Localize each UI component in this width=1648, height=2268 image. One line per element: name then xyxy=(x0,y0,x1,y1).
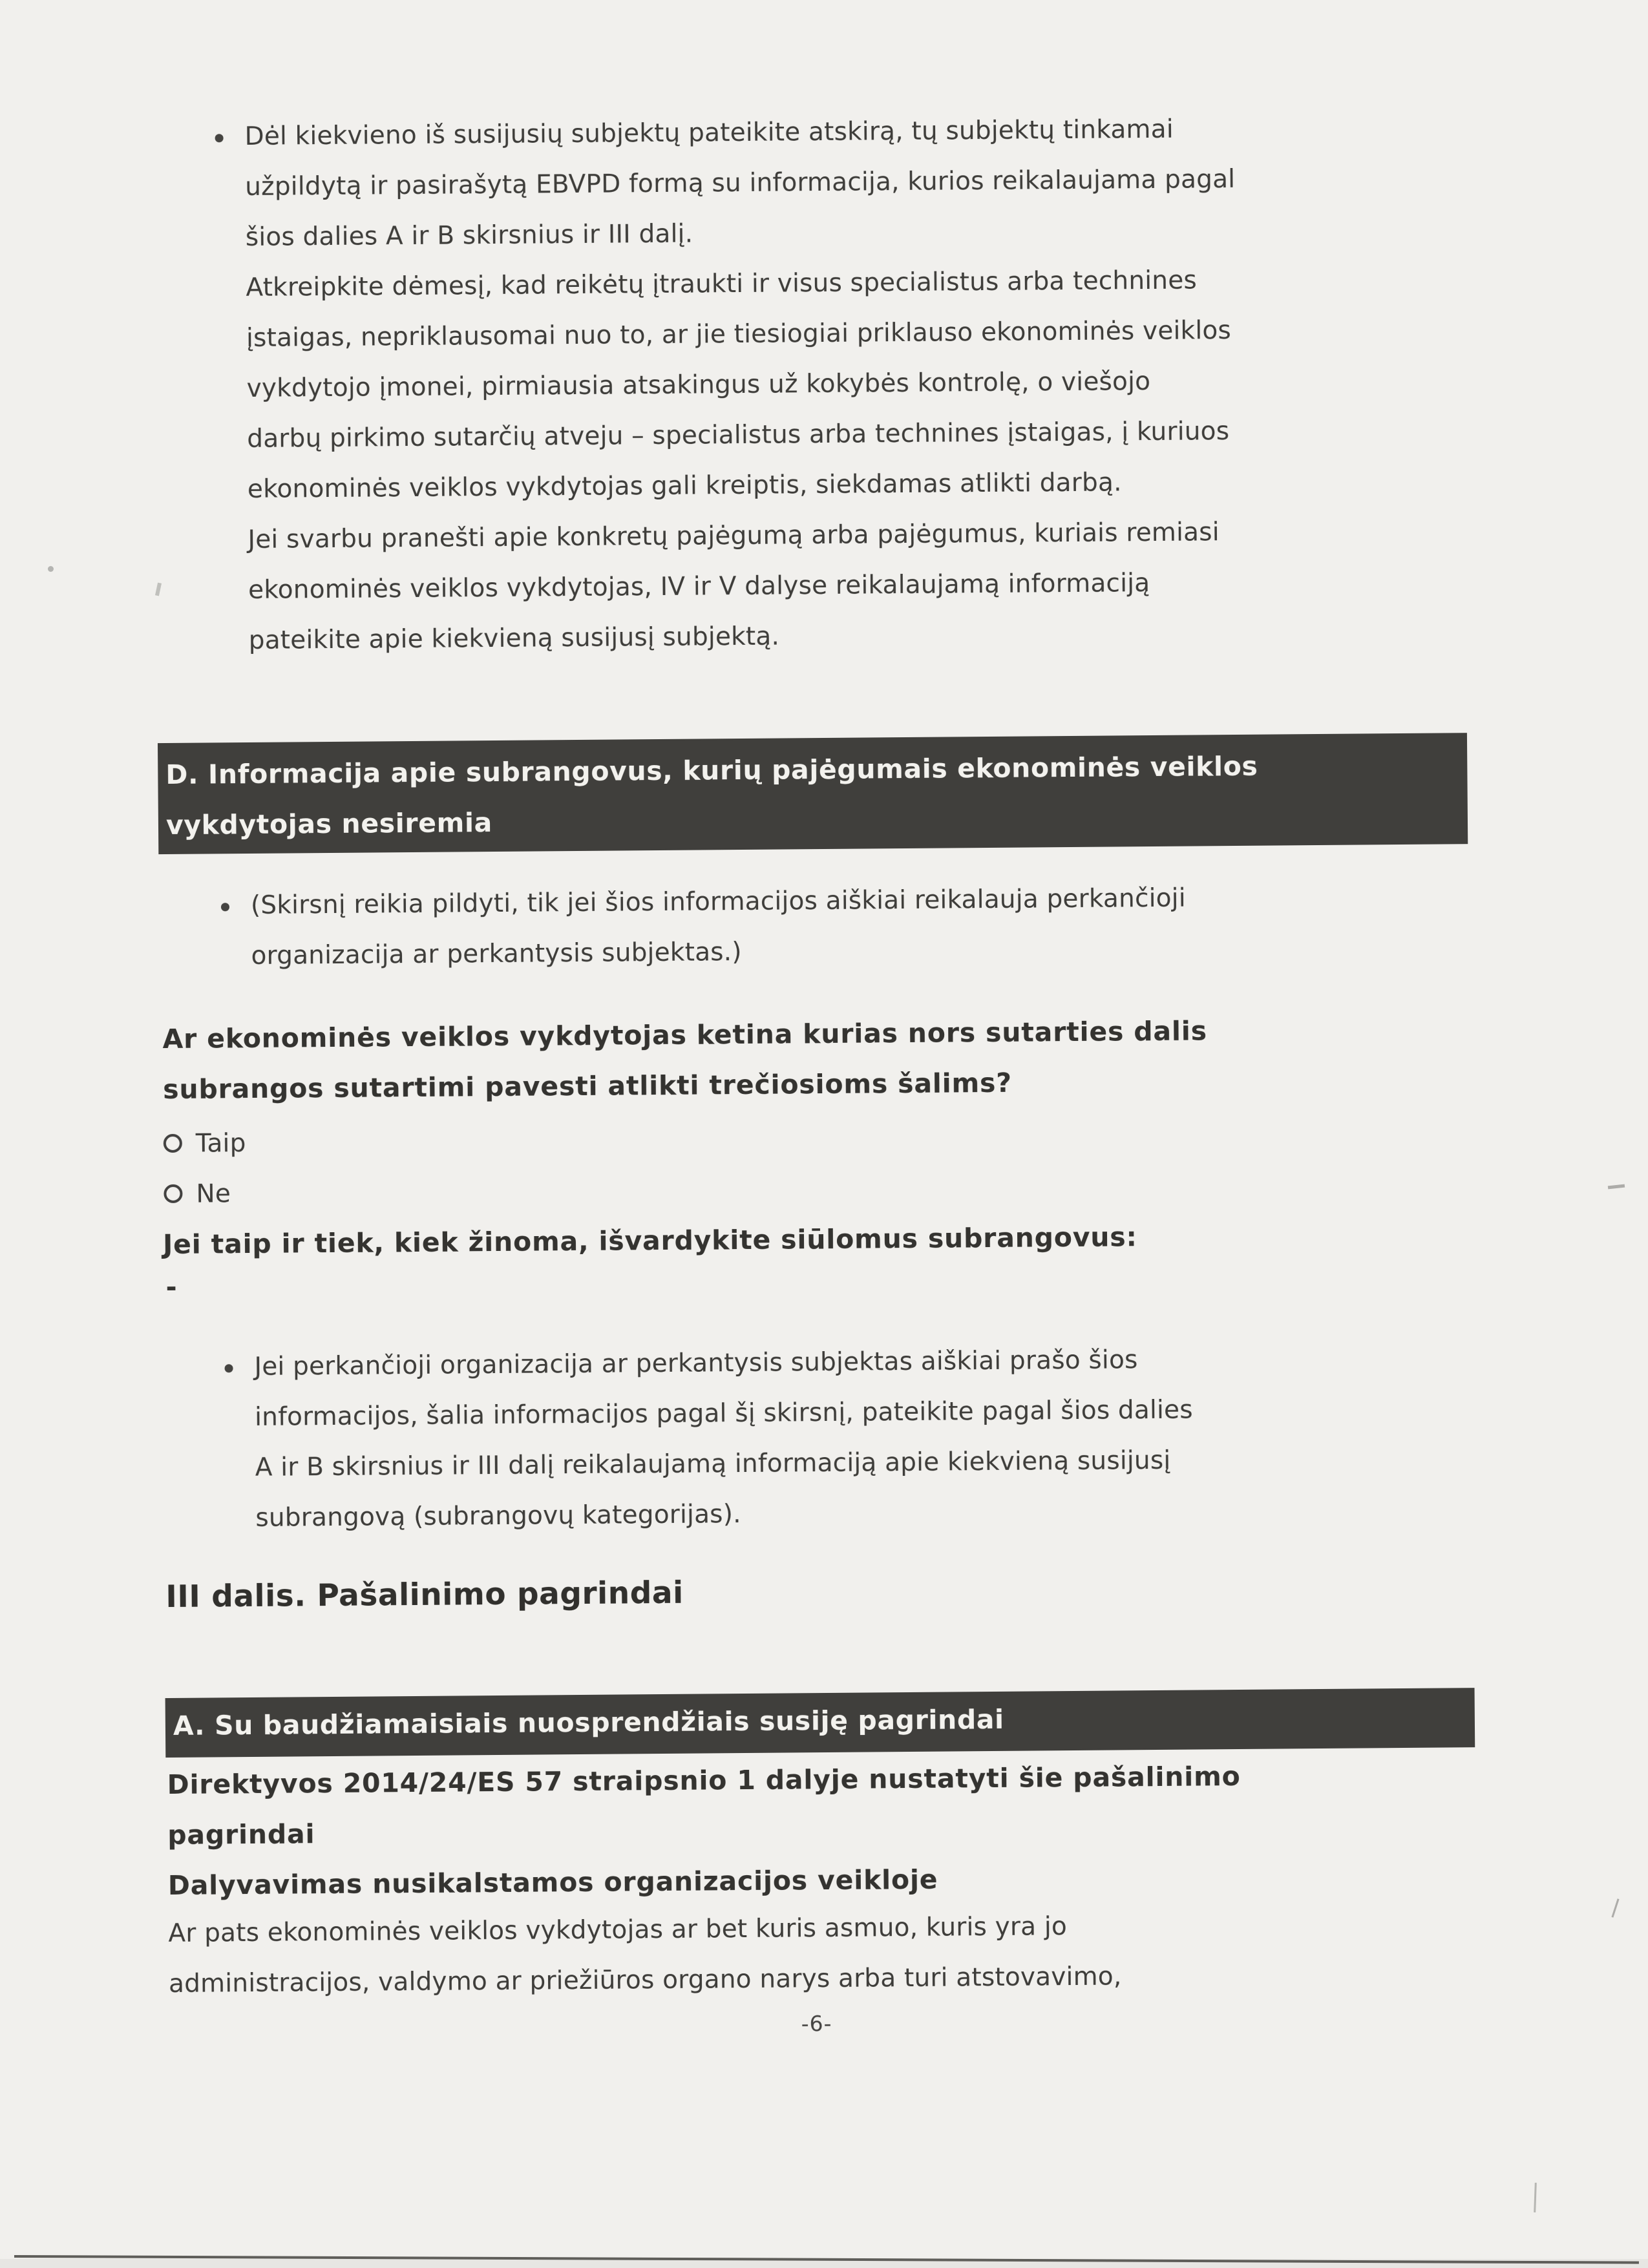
directive-heading-line: pagrindai xyxy=(167,1818,315,1851)
criterion-body-line: administracijos, valdymo ar priežiūros organo narys arba turi atstovavimo, xyxy=(168,1962,1122,1999)
text-line: (Skirsnį reikia pildyti, tik jei šios informacijos aiškiai reikalauja perkančioji xyxy=(250,883,1186,920)
bullet-icon xyxy=(225,1364,233,1372)
section-d-header-bar xyxy=(158,733,1468,854)
bullet-icon xyxy=(221,903,229,911)
question-line: Ar ekonominės veiklos vykdytojas ketina kurias nors sutarties dalis xyxy=(162,1015,1208,1055)
text-line: ekonominės veiklos vykdytojas, IV ir V dalyse reikalaujamą informaciją xyxy=(248,569,1150,605)
radio-icon xyxy=(164,1134,182,1153)
radio-label: Taip xyxy=(195,1129,246,1159)
text-line: organizacija ar perkantysis subjektas.) xyxy=(251,938,742,971)
text-line: Atkreipkite dėmesį, kad reikėtų įtraukti ir visus specialistus arba technines xyxy=(246,266,1198,302)
text-line: Dėl kiekvieno iš susijusių subjektų pateikite atskirą, tų subjektų tinkamai xyxy=(244,114,1174,152)
bullet-icon xyxy=(215,134,224,142)
text-line: įstaigas, nepriklausomai nuo to, ar jie tiesiogiai priklauso ekonominės veiklos xyxy=(246,316,1232,353)
text-line: šios dalies A ir B skirsnius ir III dalį. xyxy=(245,219,693,252)
scan-speck xyxy=(48,566,54,572)
section-a-header-bar xyxy=(165,1688,1475,1758)
section-d-title-line: vykdytojas nesiremia xyxy=(165,807,493,841)
text-line: Jei perkančioji organizacija ar perkantysis subjektas aiškiai prašo šios xyxy=(254,1345,1138,1381)
criterion-title: Dalyvavimas nusikalstamos organizacijos veikloje xyxy=(167,1864,938,1902)
directive-heading-line: Direktyvos 2014/24/ES 57 straipsnio 1 dalyje nustatyti šie pašalinimo xyxy=(167,1760,1241,1801)
text-line: vykdytojo įmonei, pirmiausia atsakingus už kokybės kontrolę, o viešojo xyxy=(246,367,1151,403)
section-a-title: A. Su baudžiamaisiais nuosprendžiais susiję pagrindai xyxy=(173,1703,1004,1741)
text-line: užpildytą ir pasirašytą EBVPD formą su informacija, kurios reikalaujama pagal xyxy=(245,164,1236,202)
criterion-body-line: Ar pats ekonominės veiklos vykdytojas ar bet kuris asmuo, kuris yra jo xyxy=(168,1912,1068,1949)
text-line: A ir B skirsnius ir III dalį reikalaujamą informaciją apie kiekvieną susijusį xyxy=(255,1445,1171,1482)
text-line: subrangovą (subrangovų kategorijas). xyxy=(255,1500,741,1533)
subcontractors-list-value: - xyxy=(165,1271,178,1303)
part-iii-title: III dalis. Pašalinimo pagrindai xyxy=(165,1575,684,1615)
section-d-title-line: D. Informacija apie subrangovus, kurių pajėgumais ekonominės veiklos xyxy=(165,750,1258,790)
radio-icon xyxy=(164,1184,182,1203)
text-line: informacijos, šalia informacijos pagal šį skirsnį, pateikite pagal šios dalies xyxy=(254,1395,1193,1432)
text-line: ekonominės veiklos vykdytojas gali kreiptis, siekdamas atlikti darbą. xyxy=(247,468,1122,504)
subcontractors-list-prompt: Jei taip ir tiek, kiek žinoma, išvardykite siūlomus subrangovus: xyxy=(162,1221,1137,1261)
page-number: -6- xyxy=(801,2010,832,2037)
question-line: subrangos sutartimi pavesti atlikti trečiosioms šalims? xyxy=(162,1067,1013,1106)
radio-label: Ne xyxy=(196,1179,231,1209)
text-line: pateikite apie kiekvieną susijusį subjektą. xyxy=(248,622,780,655)
text-line: Jei svarbu pranešti apie konkretų pajėgumą arba pajėgumus, kuriais remiasi xyxy=(248,518,1220,554)
text-line: darbų pirkimo sutarčių atveju – specialistus arba technines įstaigas, į kuriuos xyxy=(247,417,1230,454)
intro-section xyxy=(0,0,1641,655)
